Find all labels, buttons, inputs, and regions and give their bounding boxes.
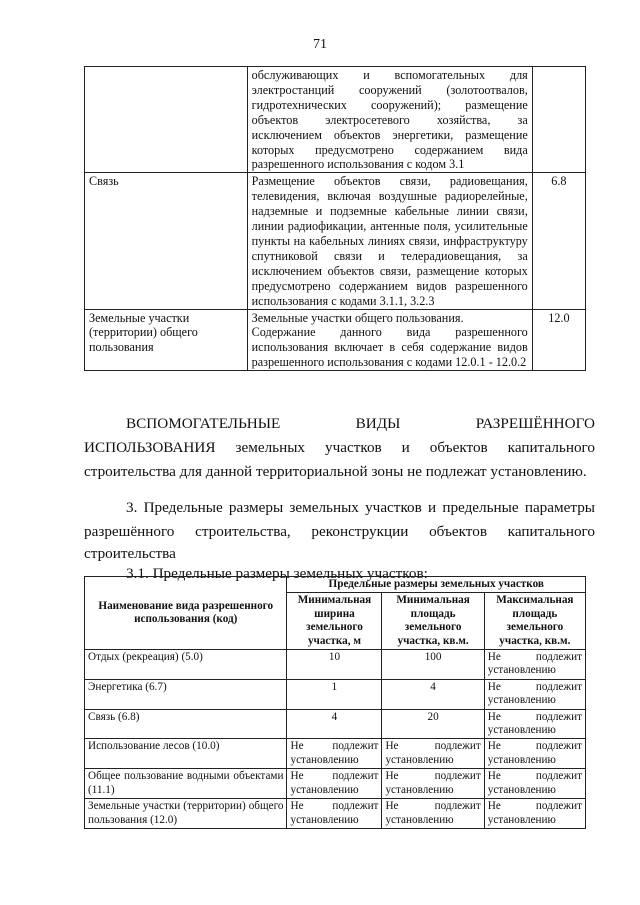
row-min-width: Не подлежит установлению <box>287 799 382 829</box>
row-min-width: Не подлежит установлению <box>287 739 382 769</box>
table-row <box>85 679 586 709</box>
row-max-area: Не подлежит установлению <box>484 799 585 829</box>
row-max-area: Не подлежит установлению <box>484 769 585 799</box>
auxiliary-word: РАЗРЕШЁННОГО <box>475 415 595 432</box>
row-name: Энергетика (6.7) <box>85 679 287 709</box>
row-name: Земельные участки (территории) общего пользования (12.0) <box>85 799 287 829</box>
row-min-width: 10 <box>287 650 382 680</box>
auxiliary-line-3: строительства для данной территориальной зоны не подлежат установлению. <box>84 463 587 480</box>
use-code-cell: 12.0 <box>532 309 585 371</box>
use-description-cell: Размещение объектов связи, радиовещания, телевидения, включая воздушные радиорелейные, надземные и подземные кабельные линии связи, линии радиофикации, антенные поля, усилительные пункты на кабельных линиях связи, инфраструктуру спутниковой связи и телерадиовещания, за исключением объектов связи, размещение которых предусмотрено содержанием видов разрешенного использования с кодами 3.1.1, 3.2.3 <box>247 173 532 309</box>
auxiliary-word: ВИДЫ <box>355 415 401 432</box>
use-code-cell: 6.8 <box>532 173 585 309</box>
row-name: Отдых (рекреация) (5.0) <box>85 650 287 680</box>
use-description-line: Земельные участки общего пользования. <box>251 310 464 325</box>
header-use-name: Наименование вида разрешенного использования (код) <box>85 577 287 650</box>
row-min-area: Не подлежит установлению <box>382 739 484 769</box>
row-min-width: 1 <box>287 679 382 709</box>
land-use-table <box>84 66 586 371</box>
table-row <box>85 739 586 769</box>
plot-size-table <box>84 576 586 829</box>
row-name: Связь (6.8) <box>85 709 287 739</box>
table-row <box>85 309 586 371</box>
header-size-group: Предельные размеры земельных участков <box>287 577 586 593</box>
row-max-area: Не подлежит установлению <box>484 650 585 680</box>
row-min-area: 100 <box>382 650 484 680</box>
row-max-area: Не подлежит установлению <box>484 709 585 739</box>
table-row <box>85 173 586 309</box>
table-row <box>85 799 586 829</box>
table-row <box>85 709 586 739</box>
page-number: 71 <box>313 37 327 52</box>
auxiliary-line-1 <box>84 412 595 436</box>
use-description-cell: обслуживающих и вспомогательных для электростанций сооружений (золотоотвалов, гидротехнических сооружений); размещение объектов электросетевого хозяйства, за исключением объектов энергетики, размещение которых предусмотрено содержанием вида разрешенного использования с кодом 3.1 <box>247 67 532 173</box>
row-min-area: Не подлежит установлению <box>382 769 484 799</box>
row-min-width: Не подлежит установлению <box>287 769 382 799</box>
use-description-cell <box>247 309 532 371</box>
use-name-cell: Связь <box>85 173 248 309</box>
use-code-cell <box>532 67 585 173</box>
use-description-text: Содержание данного вида разрешенного использования включает в себя содержание видов разрешенного использования с кодами 12.0.1 - 12.0.2 <box>251 325 528 370</box>
section-3-line-1: 3. Предельные размеры земельных участков и предельные параметры <box>126 499 595 516</box>
row-max-area: Не подлежит установлению <box>484 739 585 769</box>
auxiliary-line-2: ИСПОЛЬЗОВАНИЯ земельных участков и объектов капитального <box>84 439 595 456</box>
row-min-area: Не подлежит установлению <box>382 799 484 829</box>
section-3-paragraph <box>84 496 595 584</box>
use-name-cell <box>85 67 248 173</box>
table-row <box>85 769 586 799</box>
table-row <box>85 67 586 173</box>
header-min-area: Минимальная площадь земельного участка, кв.м. <box>382 593 484 650</box>
row-min-width: 4 <box>287 709 382 739</box>
use-name-cell: Земельные участки (территории) общего пользования <box>85 309 248 371</box>
row-min-area: 4 <box>382 679 484 709</box>
table-row <box>85 650 586 680</box>
row-min-area: 20 <box>382 709 484 739</box>
section-3-line-2: разрешённого строительства, реконструкции объектов капитального <box>84 523 595 540</box>
row-name: Использование лесов (10.0) <box>85 739 287 769</box>
auxiliary-word: ВСПОМОГАТЕЛЬНЫЕ <box>126 415 281 432</box>
section-3-line-3: строительства <box>84 545 176 562</box>
row-max-area: Не подлежит установлению <box>484 679 585 709</box>
subsection-3-1-heading: 3.1. Предельные размеры земельных участков: <box>126 565 428 582</box>
auxiliary-uses-paragraph <box>84 412 595 484</box>
header-max-area: Максимальная площадь земельного участка, кв.м. <box>484 593 585 650</box>
header-min-width: Минимальная ширина земельного участка, м <box>287 593 382 650</box>
row-name: Общее пользование водными объектами (11.1) <box>85 769 287 799</box>
